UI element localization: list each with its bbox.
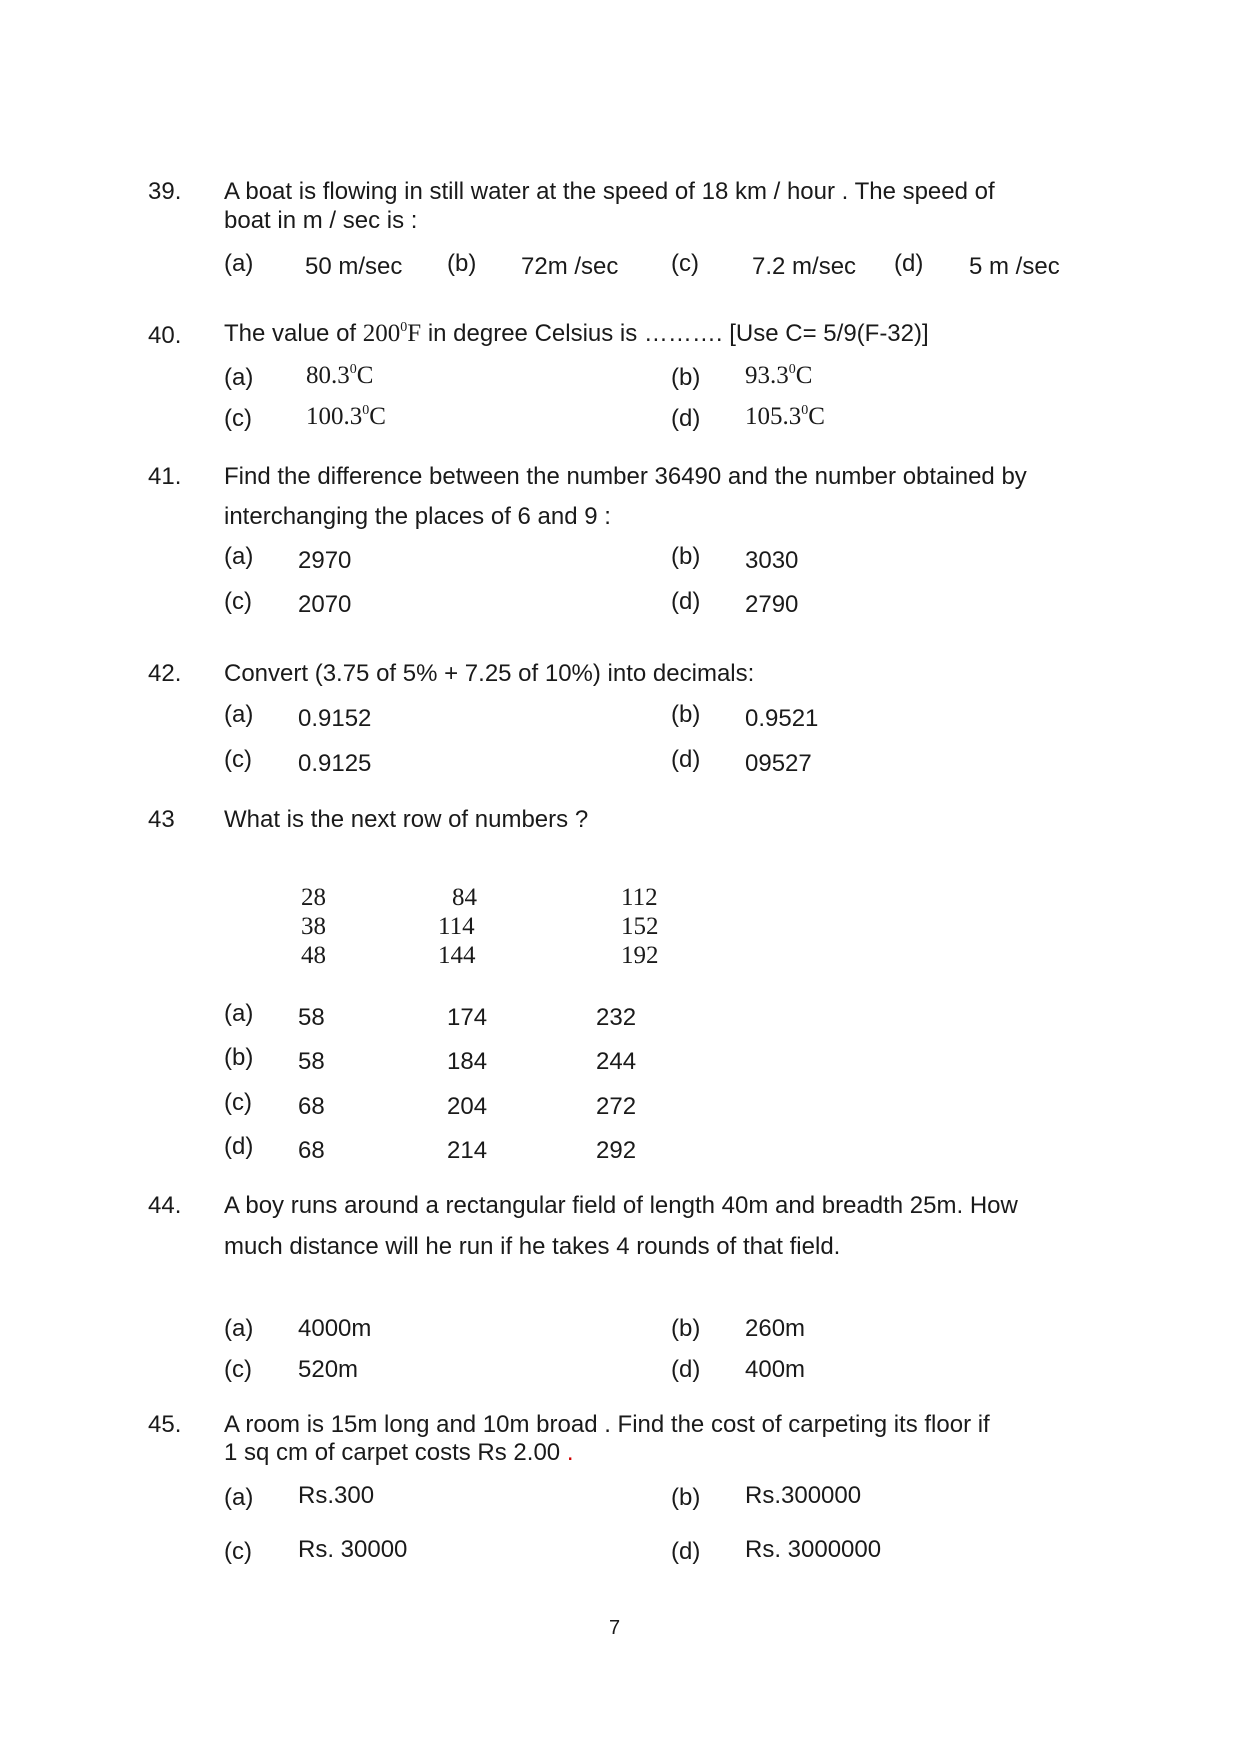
question-text: 1 sq cm of carpet costs Rs 2.00 .	[224, 1439, 574, 1466]
question-text: boat in m / sec is :	[224, 207, 418, 234]
option-text: 0.9521	[745, 705, 819, 732]
option-value: 214	[447, 1137, 488, 1164]
option-text: 2970	[298, 547, 352, 574]
option-label: (b)	[671, 543, 701, 570]
option-text: Rs.300000	[745, 1482, 862, 1509]
option-label: (c)	[671, 250, 699, 277]
option-label: (a)	[224, 1484, 254, 1511]
option-label: (b)	[671, 1315, 701, 1342]
option-value: 292	[596, 1137, 637, 1164]
option-value: 204	[447, 1093, 488, 1120]
option-text: 93.3$^0$C	[745, 362, 813, 389]
question-text: Convert (3.75 of 5% + 7.25 of 10%) into decimals:	[224, 660, 755, 687]
option-value: 68	[298, 1093, 325, 1120]
question-number: 42.	[148, 660, 182, 687]
option-label: (a)	[224, 543, 254, 570]
question-number: 43	[148, 806, 175, 833]
option-label: (d)	[224, 1133, 254, 1160]
option-text: 2070	[298, 591, 352, 618]
option-label: (c)	[224, 1089, 252, 1116]
option-text: 3030	[745, 547, 799, 574]
option-text: 520m	[298, 1356, 359, 1383]
question-number: 40.	[148, 322, 182, 349]
option-label: (d)	[671, 588, 701, 615]
option-text: 0.9152	[298, 705, 372, 732]
option-text: 80.3$^0$C	[306, 362, 374, 389]
question-text: interchanging the places of 6 and 9 :	[224, 503, 611, 530]
question-number: 45.	[148, 1411, 182, 1438]
grid-cell: 152	[621, 913, 659, 940]
grid-cell: 28	[301, 884, 326, 911]
option-label: (b)	[671, 1484, 701, 1511]
option-text: 72m /sec	[521, 253, 619, 280]
grid-cell: 192	[621, 942, 659, 969]
question-number: 41.	[148, 463, 182, 490]
option-text: Rs.300	[298, 1482, 375, 1509]
option-text: Rs. 3000000	[745, 1536, 882, 1563]
option-value: 58	[298, 1048, 325, 1075]
option-text: 400m	[745, 1356, 806, 1383]
page-number: 7	[609, 1617, 621, 1639]
question-number: 39.	[148, 178, 182, 205]
question-text: The value of $200^0F$ in degree Celsius is ………. [Use C= 5/9(F-32)]	[224, 320, 929, 347]
option-label: (c)	[224, 746, 252, 773]
option-label: (b)	[671, 701, 701, 728]
option-label: (c)	[224, 588, 252, 615]
option-text: 5 m /sec	[969, 253, 1060, 280]
option-text: 50 m/sec	[305, 253, 403, 280]
option-text: 4000m	[298, 1315, 372, 1342]
option-value: 184	[447, 1048, 488, 1075]
question-text: A boat is flowing in still water at the speed of 18 km / hour . The speed of	[224, 178, 995, 205]
option-text: 2790	[745, 591, 799, 618]
grid-cell: 38	[301, 913, 326, 940]
option-text: 7.2 m/sec	[752, 253, 857, 280]
option-label: (d)	[671, 405, 701, 432]
option-label: (d)	[671, 746, 701, 773]
option-text: 105.3$^0$C	[745, 403, 825, 430]
option-text: 09527	[745, 750, 812, 777]
option-value: 68	[298, 1137, 325, 1164]
option-label: (a)	[224, 1000, 254, 1027]
question-text: What is the next row of numbers ?	[224, 806, 589, 833]
option-label: (b)	[671, 364, 701, 391]
option-label: (d)	[894, 250, 924, 277]
option-label: (b)	[224, 1044, 254, 1071]
option-label: (a)	[224, 1315, 254, 1342]
option-value: 58	[298, 1004, 325, 1031]
question-text: A boy runs around a rectangular field of length 40m and breadth 25m. How	[224, 1192, 1018, 1219]
grid-cell: 48	[301, 942, 326, 969]
option-value: 272	[596, 1093, 637, 1120]
option-label: (c)	[224, 1356, 252, 1383]
question-text: A room is 15m long and 10m broad . Find the cost of carpeting its floor if	[224, 1411, 990, 1438]
question-number: 44.	[148, 1192, 182, 1219]
grid-cell: 144	[438, 942, 476, 969]
option-value: 244	[596, 1048, 637, 1075]
option-label: (d)	[671, 1538, 701, 1565]
question-text: Find the difference between the number 36490 and the number obtained by	[224, 463, 1027, 490]
option-value: 232	[596, 1004, 637, 1031]
option-label: (d)	[671, 1356, 701, 1383]
option-label: (a)	[224, 364, 254, 391]
option-label: (a)	[224, 250, 254, 277]
option-label: (b)	[447, 250, 477, 277]
grid-cell: 114	[438, 913, 475, 940]
option-text: 260m	[745, 1315, 806, 1342]
option-text: 0.9125	[298, 750, 372, 777]
math-expression: $200^0F$	[362, 320, 422, 347]
question-text: much distance will he run if he takes 4 rounds of that field.	[224, 1233, 841, 1260]
option-label: (c)	[224, 405, 252, 432]
option-text: 100.3$^0$C	[306, 403, 386, 430]
option-label: (c)	[224, 1538, 252, 1565]
option-value: 174	[447, 1004, 488, 1031]
option-text: Rs. 30000	[298, 1536, 408, 1563]
grid-cell: 84	[452, 884, 477, 911]
grid-cell: 112	[621, 884, 658, 911]
red-mark: .	[566, 1439, 574, 1466]
option-label: (a)	[224, 701, 254, 728]
